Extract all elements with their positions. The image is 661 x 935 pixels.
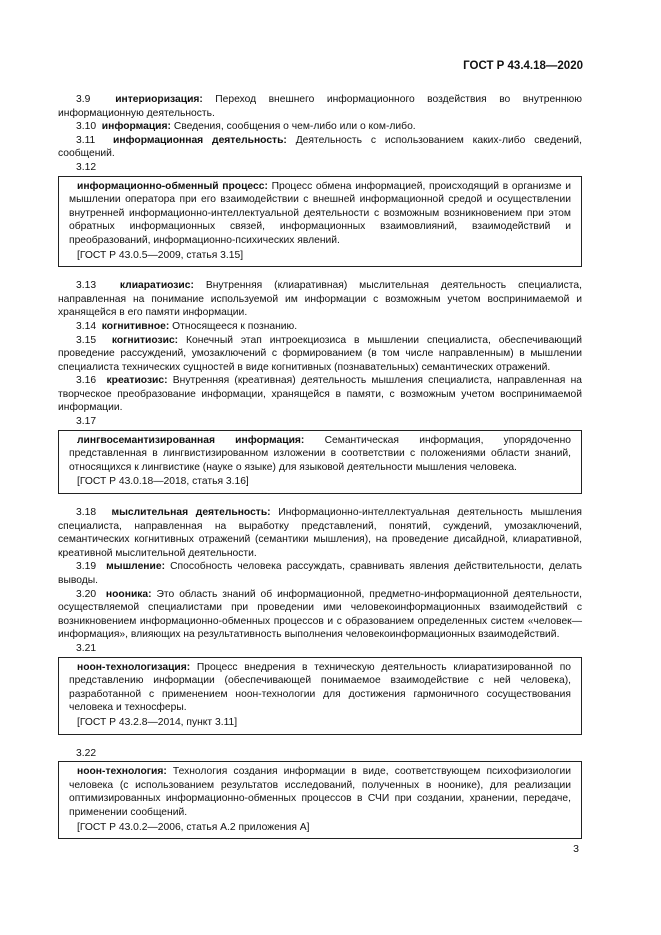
term: креатиозис: bbox=[106, 375, 168, 387]
entry-3-21-number: 3.21 bbox=[76, 642, 97, 654]
entry-3-11: 3.11 информационная деятельность: Деятельность с использованием каких-либо сведений, сообщений. bbox=[58, 134, 583, 160]
entry-3-20: 3.20 нооника: Это область знаний об информационной, предметно-информационной деятельности, осуществляемой специалистами при проведении ими человекоинформационных взаимодействий с возникновением информационно-обменных процессов и с образованием определенных систем «человек—информация», влияющих на результативность выполнения человекоинформационных взаимодействий. bbox=[58, 588, 582, 641]
entry-3-10: 3.10 информация: Сведения, сообщения о чем-либо или о ком-либо. bbox=[76, 121, 416, 133]
entry-3-9: 3.9 интериоризация: Переход внешнего информационного воздействия во внутреннюю информационную деятельность. bbox=[58, 94, 582, 119]
term: нооника: bbox=[105, 588, 152, 600]
definition-box-3-22: ноон-технология: Технология создания информации в виде, соответствующем психофизиологии человека (с использованием результатов исследований, полученных в ноонике), для реализации оптимизированных информационно-обменных процессов в СЧИ при создании, хранении, передаче, применении сообщений. [ГОСТ Р 43.0.2—2006, статья А.2 приложения А] bbox=[58, 761, 582, 839]
source-reference: [ГОСТ Р 43.2.8—2014, пункт 3.11] bbox=[77, 716, 238, 728]
entry-3-15: 3.15 когнитиозис: Конечный этап интроекциозиса в мышлении специалиста, обеспечивающий проведение рассуждений, умозаключений с формированием (в том числе направленным) в мышлении специалиста технических сущностей в виде когнитивных (познавательных) семантических отражений. bbox=[58, 334, 582, 373]
term: ноон-технология: bbox=[77, 766, 167, 778]
entry-3-18: 3.18 мыслительная деятельность: Информационно-интеллектуальная деятельность мышления специалиста, направленная на выработку представлений, понятий, суждений, умозаключений, семантических когнитивных отражений (семантики мышления), на проведение дисайдной, клиаративной, креативной мыслительной деятельности. bbox=[58, 507, 582, 559]
definition-box-3-17: лингвосемантизированная информация: Семантическая информация, упорядоченно представленная в лингвистизированном изложении в соответствии с положениями области знаний, относящихся к лингвистике (науке о языке) для языковой деятельности мышления человека. [ГОСТ Р 43.0.18—2018, статья 3.16] bbox=[58, 430, 582, 494]
entry-3-12-number: 3.12 bbox=[76, 161, 97, 173]
entry-3-17-number: 3.17 bbox=[76, 416, 97, 428]
term: клиаратиозис: bbox=[119, 280, 194, 292]
definition-box-3-21: ноон-технологизация: Процесс внедрения в техническую деятельность клиаратизированной по представлению информации (обеспечивающей понимаемое взаимодействие с ней человека), разработанной с применением ноон-технологии для достижения гармоничного сосуществования человека и техносферы. [ГОСТ Р 43.2.8—2014, пункт 3.11] bbox=[58, 657, 582, 735]
term: когнитиозис: bbox=[111, 334, 179, 346]
term: информация: bbox=[101, 121, 171, 133]
entry-3-14: 3.14 когнитивное: Относящееся к познанию. bbox=[76, 320, 298, 332]
entry-3-13: 3.13 клиаратиозис: Внутренняя (клиаративная) мыслительная деятельность специалиста, направленная на понимание используемой им информации с возможным учетом воспринимаемой и хранящейся в его памяти информации. bbox=[58, 280, 582, 319]
term: когнитивное: bbox=[101, 320, 170, 332]
source-reference: [ГОСТ Р 43.0.2—2006, статья А.2 приложения А] bbox=[77, 821, 310, 833]
standard-header: ГОСТ Р 43.4.18—2020 bbox=[463, 60, 583, 72]
entry-3-19: 3.19 мышление: Способность человека рассуждать, сравнивать явления действительности, делать выводы. bbox=[58, 561, 582, 586]
document-body bbox=[58, 93, 582, 845]
term: лингвосемантизированная информация: bbox=[77, 434, 305, 446]
term: мышление: bbox=[106, 561, 166, 573]
term: информационная деятельность: bbox=[112, 134, 287, 146]
source-reference: [ГОСТ Р 43.0.5—2009, статья 3.15] bbox=[77, 249, 244, 261]
page-number: 3 bbox=[573, 843, 579, 855]
term: мыслительная деятельность: bbox=[111, 507, 271, 519]
entry-3-16: 3.16 креатиозис: Внутренняя (креативная) деятельность мышления специалиста, направленная на творческое преобразование информации, хранящейся в памяти, с возможным учетом воспринимаемой информации. bbox=[58, 375, 582, 414]
definition-box-3-12: информационно-обменный процесс: Процесс обмена информацией, происходящий в организме и мышлении оператора при его взаимодействии с внешней информационной средой и осуществлении внутренней информационно-интеллектуальной деятельности с возможным возникновением при этом обратных информационных связей, информационных взаимовлияний, взаимодействий и преобразований, информационно-психических явлений. [ГОСТ Р 43.0.5—2009, статья 3.15] bbox=[58, 176, 582, 268]
source-reference: [ГОСТ Р 43.0.18—2018, статья 3.16] bbox=[77, 476, 249, 488]
term: информационно-обменный процесс: bbox=[77, 180, 268, 192]
entry-3-22-number: 3.22 bbox=[76, 747, 97, 759]
term: ноон-технологизация: bbox=[77, 661, 191, 673]
term: интериоризация: bbox=[115, 94, 203, 105]
